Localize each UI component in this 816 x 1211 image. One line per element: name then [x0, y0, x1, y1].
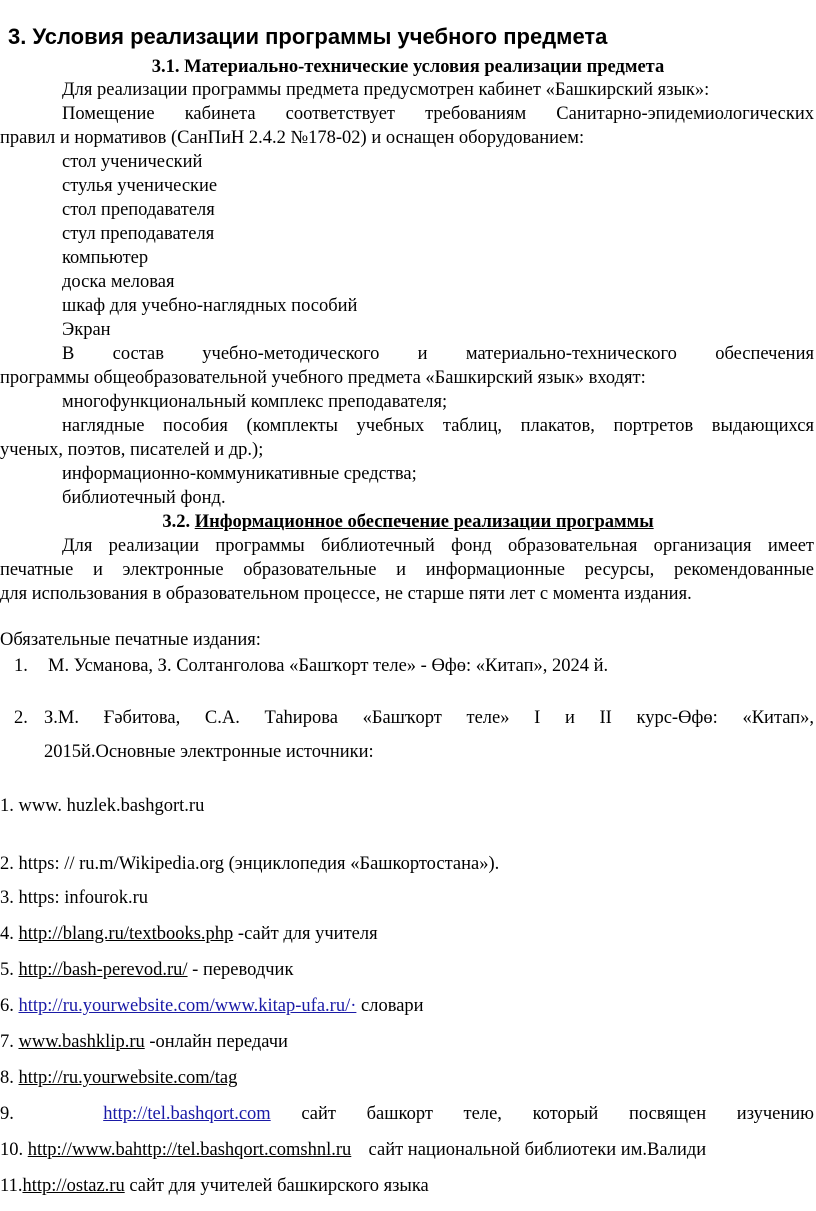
source-item [0, 958, 293, 982]
equipment-item: доска меловая [62, 272, 175, 292]
paragraph-line: для использования в образовательном процессе, не старше пяти лет с момента издания. [0, 584, 692, 604]
paragraph-line: Для реализации программы библиотечный фонд образовательная организация имеет [62, 536, 814, 556]
source-item [0, 1174, 429, 1198]
source-item [0, 1138, 706, 1162]
source-description: -сайт для учителя [237, 924, 378, 944]
source-number: 8. [0, 1068, 14, 1088]
source-number: 9. [0, 1104, 14, 1124]
source-description: словари [361, 996, 424, 1016]
paragraph-line: программы общеобразовательной учебного предмета «Башкирский язык» входят: [0, 368, 646, 388]
source-item [0, 1030, 288, 1054]
section-heading-text: Информационное обеспечение реализации программы [194, 512, 654, 532]
book-item: З.М. Ғәбитова, С.А. Таһирова «Башҡорт теле» I и II курс-Өфө: «Китап», [44, 708, 814, 728]
equipment-item: шкаф для учебно-наглядных пособий [62, 296, 358, 316]
paragraph-line: Помещение кабинета соответствует требованиям Санитарно-эпидемиологических [62, 104, 814, 124]
book-item-continued: 2015й.Основные электронные источники: [44, 742, 374, 762]
source-item: 1. www. huzlek.bashgort.ru [0, 796, 205, 816]
source-link[interactable]: http://bash-perevod.ru/ [18, 960, 188, 980]
source-item [0, 922, 378, 946]
paragraph-line: В состав учебно-методического и материально-технического обеспечения [62, 344, 814, 364]
section-heading-3-1: 3.1. Материально-технические условия реализации предмета [151, 57, 665, 77]
source-link[interactable]: www.bashklip.ru [18, 1032, 145, 1052]
equipment-item: компьютер [62, 248, 149, 268]
source-item: 3. https: infourok.ru [0, 888, 148, 908]
source-number: 7. [0, 1032, 14, 1052]
material-item: многофункциональный комплекс преподавателя; [62, 392, 448, 412]
source-item [0, 1066, 237, 1090]
section-heading-3-2 [0, 510, 816, 534]
material-item: наглядные пособия (комплекты учебных таблиц, плакатов, портретов выдающихся [62, 416, 814, 436]
section-heading-number: 3.2. [162, 512, 191, 532]
source-number: 4. [0, 924, 14, 944]
material-item: информационно-коммуникативные средства; [62, 464, 417, 484]
source-number: 5. [0, 960, 14, 980]
source-description: сайт башкорт теле, который посвящен изучению [301, 1104, 814, 1124]
source-description: -онлайн передачи [149, 1032, 288, 1052]
source-number: 6. [0, 996, 14, 1016]
source-item: 2. https: // ru.m/Wikipedia.org (энциклопедия «Башкортостана»). [0, 854, 500, 874]
equipment-item: стул преподавателя [62, 224, 215, 244]
source-item [0, 1102, 814, 1126]
book-number: 2. [14, 708, 28, 728]
intro-text: Для реализации программы предмета предусмотрен кабинет «Башкирский язык»: [62, 80, 710, 100]
source-item [0, 994, 424, 1018]
source-link[interactable]: http://blang.ru/textbooks.php [18, 924, 234, 944]
source-description: сайт национальной библиотеки им.Валиди [368, 1140, 707, 1160]
source-number: 11. [0, 1176, 23, 1196]
equipment-item: стол преподавателя [62, 200, 215, 220]
source-link[interactable]: http://ru.yourwebsite.com/tag [18, 1068, 238, 1088]
source-description: сайт для учителей башкирского языка [129, 1176, 429, 1196]
source-number: 10. [0, 1140, 24, 1160]
equipment-item: Экран [62, 320, 111, 340]
source-link[interactable]: http://ru.yourwebsite.com/www.kitap-ufa.ru/· [18, 996, 357, 1016]
page-title: 3. Условия реализации программы учебного предмета [8, 24, 608, 49]
source-link[interactable]: http://ostaz.ru [22, 1176, 125, 1196]
paragraph-line: печатные и электронные образовательные и информационные ресурсы, рекомендованные [0, 560, 814, 580]
paragraph-line: правил и нормативов (СанПиН 2.4.2 №178-02) и оснащен оборудованием: [0, 128, 585, 148]
equipment-item: стулья ученические [62, 176, 218, 196]
source-description: - переводчик [192, 960, 294, 980]
print-editions-title: Обязательные печатные издания: [0, 630, 261, 650]
source-link[interactable]: http://www.bahttp://tel.bashqort.comshnl.ru [27, 1140, 352, 1160]
material-item: ученых, поэтов, писателей и др.); [0, 440, 264, 460]
equipment-item: стол ученический [62, 152, 203, 172]
book-item: М. Усманова, З. Солтанголова «Башҡорт теле» - Өфө: «Китап», 2024 й. [48, 656, 609, 676]
book-number: 1. [14, 656, 28, 676]
material-item: библиотечный фонд. [62, 488, 226, 508]
source-link[interactable]: http://tel.bashqort.com [103, 1104, 271, 1124]
